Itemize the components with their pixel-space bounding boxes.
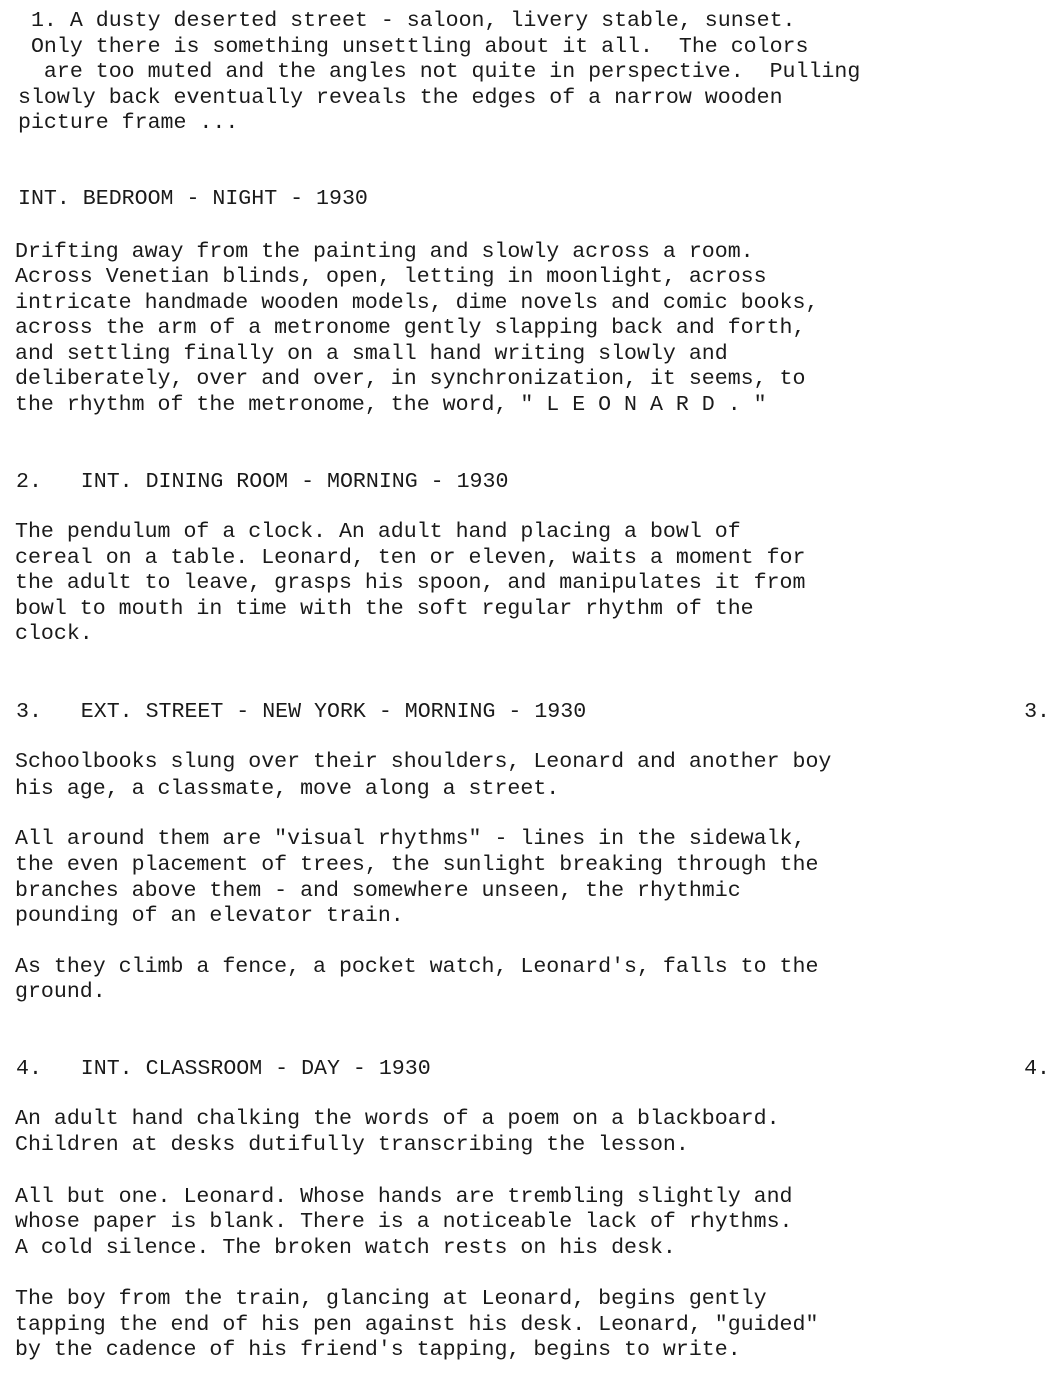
opening-line: picture frame ... [18, 111, 239, 135]
action-line: and settling finally on a small hand writing slowly and [15, 342, 728, 366]
action-line: bowl to mouth in time with the soft regular rhythm of the [15, 597, 754, 621]
action-line: clock. [15, 622, 93, 646]
action-line: ground. [15, 980, 106, 1004]
action-line: pounding of an elevator train. [15, 904, 404, 928]
scene-number-right: 3. [1024, 700, 1050, 724]
action-line: The boy from the train, glancing at Leonard, begins gently [15, 1287, 767, 1311]
action-line: branches above them - and somewhere unseen, the rhythmic [15, 879, 741, 903]
action-line: A cold silence. The broken watch rests on his desk. [15, 1236, 676, 1260]
action-line: deliberately, over and over, in synchronization, it seems, to [15, 367, 806, 391]
action-line: the adult to leave, grasps his spoon, and manipulates it from [15, 571, 806, 595]
scene-heading: INT. BEDROOM - NIGHT - 1930 [18, 187, 368, 211]
action-line: cereal on a table. Leonard, ten or eleven, waits a moment for [15, 546, 806, 570]
scene-number-right: 4. [1024, 1057, 1050, 1081]
action-line: An adult hand chalking the words of a poem on a blackboard. [15, 1107, 780, 1131]
action-line: the even placement of trees, the sunlight breaking through the [15, 853, 819, 877]
opening-line: slowly back eventually reveals the edges of a narrow wooden [18, 86, 783, 110]
action-line: The pendulum of a clock. An adult hand placing a bowl of [15, 520, 741, 544]
opening-line: Only there is something unsettling about it all. The colors [18, 35, 809, 59]
scene-heading: 2. INT. DINING ROOM - MORNING - 1930 [16, 470, 509, 494]
opening-line: are too muted and the angles not quite in perspective. Pulling [18, 60, 861, 84]
action-line: whose paper is blank. There is a noticeable lack of rhythms. [15, 1210, 793, 1234]
action-line: All but one. Leonard. Whose hands are trembling slightly and [15, 1185, 793, 1209]
scene-heading: 4. INT. CLASSROOM - DAY - 1930 [16, 1057, 431, 1081]
scene-heading: 3. EXT. STREET - NEW YORK - MORNING - 1930 [16, 700, 587, 724]
action-line: All around them are "visual rhythms" - lines in the sidewalk, [15, 827, 806, 851]
action-line: intricate handmade wooden models, dime novels and comic books, [15, 291, 819, 315]
action-line: tapping the end of his pen against his desk. Leonard, "guided" [15, 1313, 819, 1337]
action-line: Children at desks dutifully transcribing the lesson. [15, 1133, 689, 1157]
action-line: Across Venetian blinds, open, letting in moonlight, across [15, 265, 767, 289]
action-line: his age, a classmate, move along a street. [15, 777, 560, 801]
action-line: the rhythm of the metronome, the word, " L E O N A R D . " [15, 393, 767, 417]
action-line: across the arm of a metronome gently slapping back and forth, [15, 316, 806, 340]
opening-line: 1. A dusty deserted street - saloon, livery stable, sunset. [18, 9, 796, 33]
action-line: Drifting away from the painting and slowly across a room. [15, 240, 754, 264]
action-line: As they climb a fence, a pocket watch, Leonard's, falls to the [15, 955, 819, 979]
action-line: Schoolbooks slung over their shoulders, Leonard and another boy [15, 750, 832, 774]
action-line: by the cadence of his friend's tapping, begins to write. [15, 1338, 741, 1362]
